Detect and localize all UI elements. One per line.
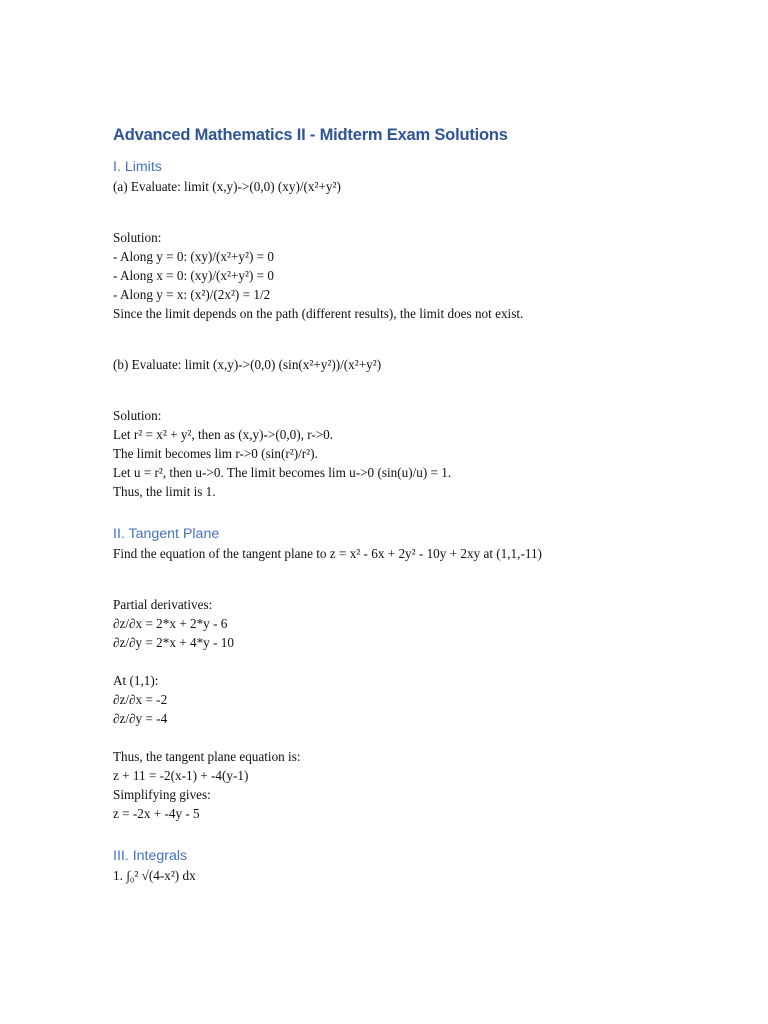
solution-a-label: Solution: xyxy=(113,230,162,245)
simplified-equation: z = -2x + -4y - 5 xyxy=(113,806,200,821)
solution-a-line: - Along y = x: (x²)/(2x²) = 1/2 xyxy=(113,287,271,302)
solution-b-line: Let u = r², then u->0. The limit becomes lim u->0 (sin(u)/u) = 1. xyxy=(113,465,452,480)
blank-line xyxy=(113,728,728,747)
blank-line xyxy=(113,374,728,406)
problem-b-text: (b) Evaluate: limit (x,y)->(0,0) (sin(x²+y²))/(x²+y²) xyxy=(113,357,382,372)
at-point-label: At (1,1): xyxy=(113,673,159,688)
at-point-value: ∂z/∂y = -4 xyxy=(113,711,168,726)
solution-a-line: Since the limit depends on the path (different results), the limit does not exist. xyxy=(113,306,524,321)
blank-line xyxy=(113,652,728,671)
simplify-label: Simplifying gives: xyxy=(113,787,211,802)
solution-a-line: - Along y = 0: (xy)/(x²+y²) = 0 xyxy=(113,249,274,264)
problem-a-text: (a) Evaluate: limit (x,y)->(0,0) (xy)/(x²+y²) xyxy=(113,179,341,194)
blank-line xyxy=(113,563,728,595)
at-point-value: ∂z/∂x = -2 xyxy=(113,692,168,707)
tangent-equation: z + 11 = -2(x-1) + -4(y-1) xyxy=(113,768,249,783)
partials-label: Partial derivatives: xyxy=(113,597,213,612)
solution-b-label: Solution: xyxy=(113,408,162,423)
partial-derivative-line: ∂z/∂x = 2*x + 2*y - 6 xyxy=(113,616,228,631)
solution-b-line: The limit becomes lim r->0 (sin(r²)/r²). xyxy=(113,446,318,461)
section-heading-limits: I. Limits xyxy=(113,159,162,175)
solution-b-line: Let r² = x² + y², then as (x,y)->(0,0), r->0. xyxy=(113,427,334,442)
blank-line xyxy=(113,323,728,355)
solution-b-line: Thus, the limit is 1. xyxy=(113,484,216,499)
thus-label: Thus, the tangent plane equation is: xyxy=(113,749,301,764)
blank-line xyxy=(113,196,728,228)
section-heading-tangent-plane: II. Tangent Plane xyxy=(113,526,220,542)
partial-derivative-line: ∂z/∂y = 2*x + 4*y - 10 xyxy=(113,635,234,650)
integral-problem-1: 1. ∫₀² √(4-x²) dx xyxy=(113,868,196,883)
document-title: Advanced Mathematics II - Midterm Exam Solutions xyxy=(113,126,508,144)
section-heading-integrals: III. Integrals xyxy=(113,848,188,864)
solution-a-line: - Along x = 0: (xy)/(x²+y²) = 0 xyxy=(113,268,274,283)
tangent-problem-text: Find the equation of the tangent plane to z = x² - 6x + 2y² - 10y + 2xy at (1,1,-11) xyxy=(113,546,542,561)
